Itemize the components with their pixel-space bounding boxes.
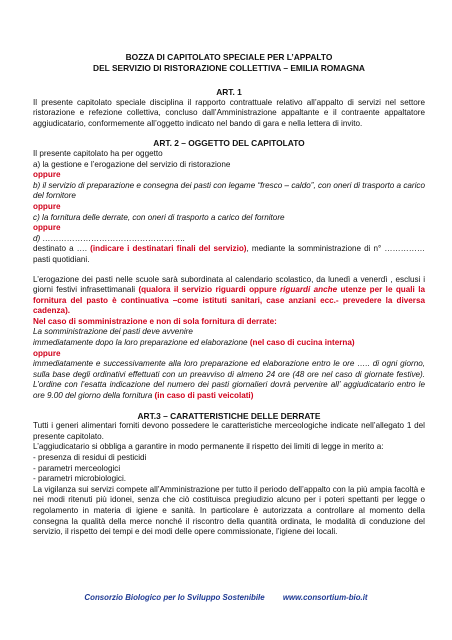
document-title	[33, 52, 425, 74]
title-line-2: DEL SERVIZIO DI RISTORAZIONE COLLETTIVA – EMILIA ROMAGNA	[93, 63, 365, 73]
or-label: oppure	[33, 170, 61, 180]
timing-option-2	[33, 359, 425, 401]
art3-paragraph-2: L’aggiudicatario si obbliga a garantire in modo permanente il rispetto dei limiti di legge in merito a:	[33, 442, 384, 452]
delivery-note-italic: riguardi anche	[280, 285, 338, 295]
timing-option-1	[33, 338, 425, 349]
list-item: - parametri microbiologici.	[33, 474, 127, 484]
delivery-text: L’erogazione dei pasti nelle scuole sarà subordinata al calendario scolastico, da lunedì a venerdì , esclusi i giorni festivi infrasettimanali	[33, 274, 425, 295]
delivery-note-a: (qualora il servizio riguardi oppure	[138, 285, 281, 295]
art2-item-b: b) il servizio di preparazione e consegna dei pasti con legame “fresco – caldo”, con oneri di trasporto a carico del fornitore	[33, 180, 426, 201]
document-page	[33, 52, 425, 538]
timing-note: (in caso di pasti veicolati)	[154, 391, 254, 401]
supply-case-note: Nel caso di somministrazione e non di sola fornitura di derrate:	[33, 316, 277, 326]
timing-text: immediatamente e successivamente alla loro preparazione ed elaborazione entro le ore ….. di ogni giorno, sulla base degli ordinativi effettuati con un preavviso di almeno 24 ore (48 ore nel caso di giornate festive). L’ordine con l’esatta indicazione del numero dei pasti giornalieri dovrà pervenire all’ aggiudicatario entro le ore 9.00 del giorno della fornitura	[33, 359, 425, 401]
or-label: oppure	[33, 223, 61, 233]
destination-text: destinato a ….	[33, 244, 91, 254]
art2-heading: ART. 2 – OGGETTO DEL CAPITOLATO	[153, 138, 305, 149]
page-footer	[0, 593, 452, 602]
or-label: oppure	[33, 348, 61, 358]
art2-item-c: c) la fornitura delle derrate, con oneri di trasporto a carico del fornitore	[33, 212, 285, 222]
art2-destination	[33, 244, 425, 265]
art2-intro: Il presente capitolato ha per oggetto	[33, 148, 163, 158]
supply-rule: La somministrazione dei pasti deve avvenire	[33, 327, 193, 337]
footer-organization: Consorzio Biologico per lo Sviluppo Sostenibile	[84, 593, 265, 602]
delivery-note-b: utenze per le quali la fornitura del pasto è continuativa –come istituti sanitari, case anziani ecc.- prevedere la diversa cadenza).	[33, 285, 425, 316]
art3-paragraph-3: La vigilanza sui servizi compete all’Amministrazione per tutto il periodo dell’appalto con la più ampia facoltà e nei modi ritenuti più idonei, senza che ciò costituisca pregiudizio alcuno per i poteri spettanti per legge o regolamento in materia di igiene e sanità. In particolare è autorizzata a controllare al momento della consegna la qualità della merce nonché il riscontro della quantità ordinata, le modalità di conduzione del servizio, il rispetto dei tempi e dei modi delle opere commissionate, l’igiene dei locali.	[33, 484, 425, 537]
list-item: - parametri merceologici	[33, 463, 121, 473]
art3-paragraph-1: Tutti i generi alimentari forniti devono possedere le caratteristiche merceologiche indicate nell’allegato 1 del presente capitolato.	[33, 421, 425, 441]
art2-item-a: a) la gestione e l’erogazione del servizio di ristorazione	[33, 159, 231, 169]
art3-heading: ART.3 – CARATTERISTICHE DELLE DERRATE	[137, 410, 321, 421]
title-line-1: BOZZA DI CAPITOLATO SPECIALE PER L’APPALTO	[125, 52, 333, 62]
art1-heading: ART. 1	[216, 87, 242, 97]
destination-text-end: , mediante la somministrazione di n° …………… pasti quotidiani.	[33, 244, 425, 264]
or-label: oppure	[33, 201, 61, 211]
timing-text: immediatamente dopo la loro preparazione ed elaborazione	[33, 338, 250, 348]
art2-item-d: d) ……………………………………………..	[33, 233, 186, 243]
footer-url: www.consortium-bio.it	[282, 593, 368, 602]
art1-body: Il presente capitolato speciale disciplina il rapporto contrattuale relativo all’appalto di servizi nel settore ristorazione e refezione collettiva, concluso dall’Amministrazione appaltante e il contraente appaltatore aggiudicatario, conformemente all’oggetto indicato nel bando di gara e nella lettera di invito.	[33, 97, 425, 128]
destination-note: (indicare i destinatari finali del servizio)	[90, 244, 247, 254]
limits-list	[33, 453, 425, 485]
delivery-paragraph	[33, 275, 425, 317]
list-item: - presenza di residui di pesticidi	[33, 453, 147, 462]
timing-note: (nel caso di cucina interna)	[249, 338, 355, 348]
